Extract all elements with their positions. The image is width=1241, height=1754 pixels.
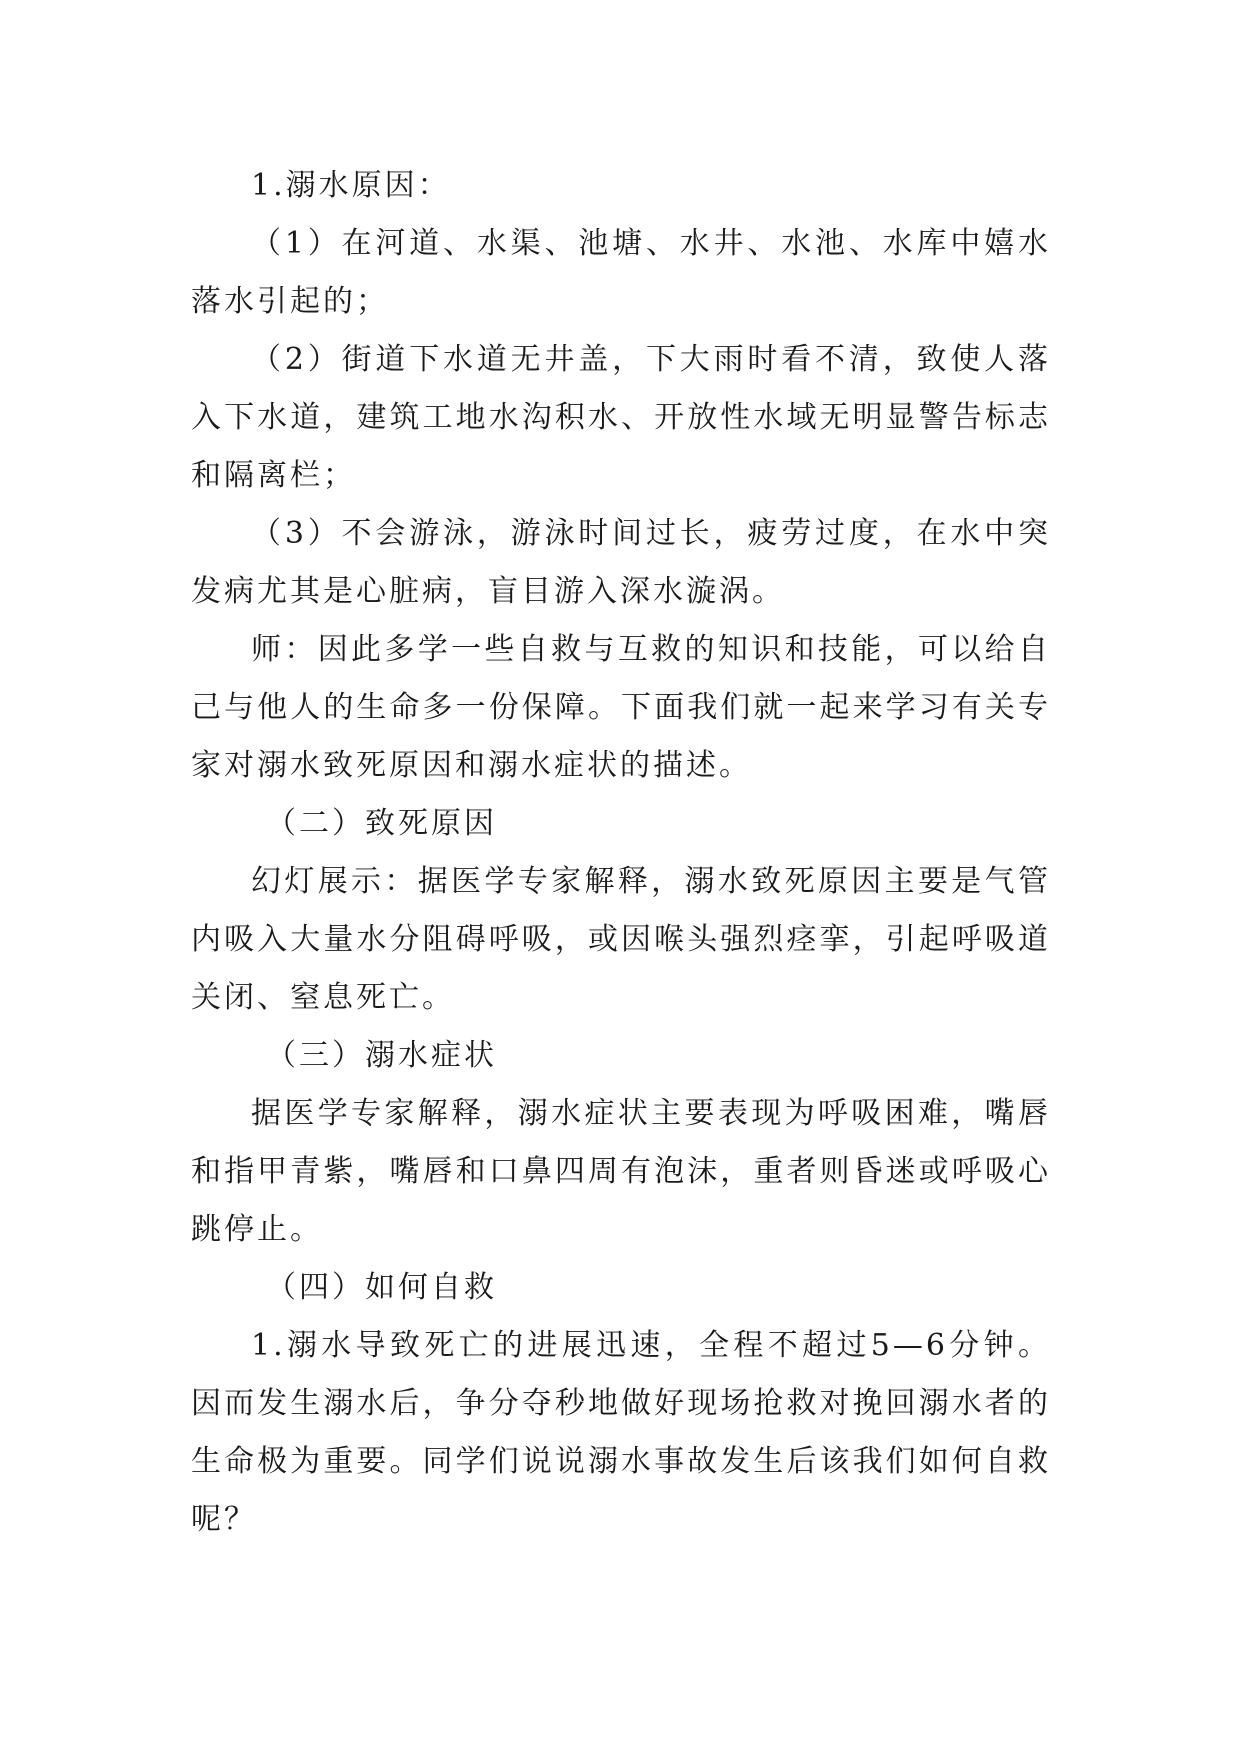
- paragraph-cause-3: （3）不会游泳，游泳时间过长，疲劳过度，在水中突发病尤其是心脏病，盲目游入深水漩涡。: [191, 516, 1051, 609]
- paragraph-fatal-causes: 幻灯展示：据医学专家解释，溺水致死原因主要是气管内吸入大量水分阻碍呼吸，或因喉头强烈痉挛，引起呼吸道关闭、窒息死亡。: [191, 864, 1051, 1015]
- paragraph-cause-2: （2）街道下水道无井盖，下大雨时看不清，致使人落入下水道，建筑工地水沟积水、开放性水域无明显警告标志和隔离栏；: [191, 342, 1051, 493]
- heading-fatal-causes: （二）致死原因: [266, 806, 497, 841]
- document-body: [191, 157, 1051, 1549]
- paragraph-symptoms: 据医学专家解释，溺水症状主要表现为呼吸困难，嘴唇和指甲青紫，嘴唇和口鼻四周有泡沫，重者则昏迷或呼吸心跳停止。: [191, 1096, 1051, 1247]
- heading-self-rescue: （四）如何自救: [266, 1270, 497, 1305]
- paragraph-drowning-causes-title: 1.溺水原因：: [251, 168, 451, 203]
- paragraph-teacher-intro: 师：因此多学一些自救与互救的知识和技能，可以给自己与他人的生命多一份保障。下面我们就一起来学习有关专家对溺水致死原因和溺水症状的描述。: [191, 632, 1051, 783]
- heading-symptoms: （三）溺水症状: [266, 1038, 497, 1073]
- paragraph-self-rescue: 1.溺水导致死亡的进展迅速，全程不超过5—6分钟。因而发生溺水后，争分夺秒地做好现场抢救对挽回溺水者的生命极为重要。同学们说说溺水事故发生后该我们如何自救呢？: [191, 1328, 1051, 1537]
- paragraph-cause-1: （1）在河道、水渠、池塘、水井、水池、水库中嬉水落水引起的；: [191, 226, 1051, 319]
